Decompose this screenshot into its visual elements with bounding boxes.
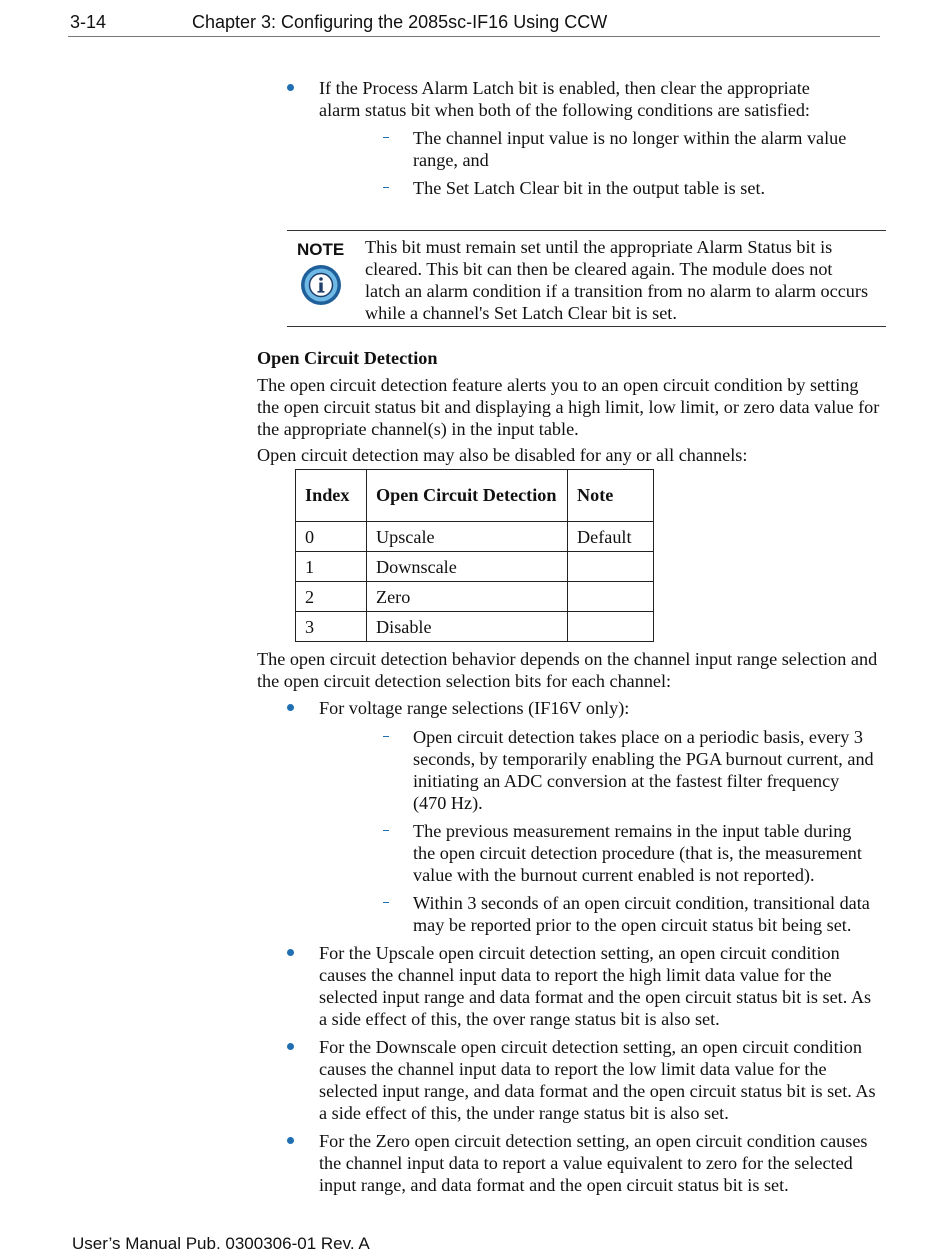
sub-list-item [319, 726, 877, 814]
note-box [287, 230, 886, 327]
sub-list-item [319, 177, 847, 199]
cell-detection: Downscale [367, 552, 568, 582]
column-header-note: Note [568, 470, 654, 522]
cell-note [568, 582, 654, 612]
cell-note [568, 552, 654, 582]
page-number: 3-14 [70, 12, 107, 32]
dash-marker [383, 187, 389, 188]
sub-list-item [319, 892, 877, 936]
sub-list-item [319, 127, 847, 171]
note-label: NOTE [297, 240, 345, 259]
table-row [296, 612, 654, 642]
cell-note [568, 612, 654, 642]
latch-bullet-text: If the Process Alarm Latch bit is enabled, then clear the appropriate alarm status bit when both of the following conditions are satisfied: [319, 78, 810, 120]
column-header-index: Index [296, 470, 367, 522]
info-icon [299, 263, 343, 307]
chapter-title: Chapter 3: Configuring the 2085sc-IF16 Using CCW [192, 12, 608, 32]
list-item [287, 697, 877, 936]
section-heading: Open Circuit Detection [257, 348, 438, 368]
bullet-text: For the Zero open circuit detection setting, an open circuit condition causes the channel input data to report a value equivalent to zero for the selected input range, and data format and the open circuit status bit is set. [319, 1131, 868, 1195]
cell-note: Default [568, 522, 654, 552]
note-text: This bit must remain set until the appropriate Alarm Status bit is cleared. This bit can then be cleared again. The module does not latch an alarm condition if a transition from no alarm to alarm occurs while a channel's Set Latch Clear bit is set. [365, 237, 869, 323]
cell-index: 0 [296, 522, 367, 552]
cell-detection: Zero [367, 582, 568, 612]
latch-bullet-list [287, 77, 847, 205]
dash-marker [383, 736, 389, 737]
dash-marker [383, 137, 389, 138]
bullet-text: For the Downscale open circuit detection setting, an open circuit condition causes the channel input data to report the low limit data value for the selected input range, and data format and the open circuit status bit is set. As a side effect of this, the under range status bit is also set. [319, 1037, 876, 1123]
header-rule [68, 36, 880, 37]
cell-index: 1 [296, 552, 367, 582]
behavior-bullet-list [287, 697, 877, 1202]
bullet-dot [287, 1043, 294, 1050]
cell-detection: Disable [367, 612, 568, 642]
list-item [287, 1130, 877, 1196]
table-row [296, 522, 654, 552]
sub-item-text: The Set Latch Clear bit in the output table is set. [413, 178, 766, 198]
footer-publication: User’s Manual Pub. 0300306-01 Rev. A [72, 1234, 370, 1253]
sub-item-text: Open circuit detection takes place on a periodic basis, every 3 seconds, by temporarily enabling the PGA burnout current, and initiating an ADC conversion at the fastest filter frequency (470 Hz). [413, 727, 874, 813]
bullet-dot [287, 84, 294, 91]
list-item [287, 77, 847, 199]
list-item [287, 1036, 877, 1124]
open-circuit-table [295, 469, 654, 642]
list-item [287, 942, 877, 1030]
table-header-row [296, 470, 654, 522]
sub-item-text: The channel input value is no longer within the alarm value range, and [413, 128, 847, 170]
table-row [296, 552, 654, 582]
table-row [296, 582, 654, 612]
sub-item-text: Within 3 seconds of an open circuit condition, transitional data may be reported prior to the open circuit status bit being set. [413, 893, 870, 935]
bullet-text: For voltage range selections (IF16V only): [319, 698, 630, 718]
behavior-intro: The open circuit detection behavior depends on the channel input range selection and the open circuit detection selection bits for each channel: [257, 649, 878, 691]
section-intro: The open circuit detection feature alerts you to an open circuit condition by setting the open circuit status bit and displaying a high limit, low limit, or zero data value for the appropriate channel(s) in the input table. [257, 375, 880, 439]
cell-index: 2 [296, 582, 367, 612]
sub-list-item [319, 820, 877, 886]
bullet-dot [287, 1137, 294, 1144]
column-header-detection: Open Circuit Detection [367, 470, 568, 522]
bullet-dot [287, 704, 294, 711]
cell-index: 3 [296, 612, 367, 642]
disable-line: Open circuit detection may also be disabled for any or all channels: [257, 445, 748, 465]
bullet-dot [287, 949, 294, 956]
cell-detection: Upscale [367, 522, 568, 552]
bullet-text: For the Upscale open circuit detection setting, an open circuit condition causes the channel input data to report the high limit data value for the selected input range and data format and the open circuit status bit is set. As a side effect of this, the over range status bit is also set. [319, 943, 872, 1029]
sub-item-text: The previous measurement remains in the input table during the open circuit detection procedure (that is, the measurement value with the burnout current enabled is not reported). [413, 821, 862, 885]
dash-marker [383, 902, 389, 903]
dash-marker [383, 830, 389, 831]
